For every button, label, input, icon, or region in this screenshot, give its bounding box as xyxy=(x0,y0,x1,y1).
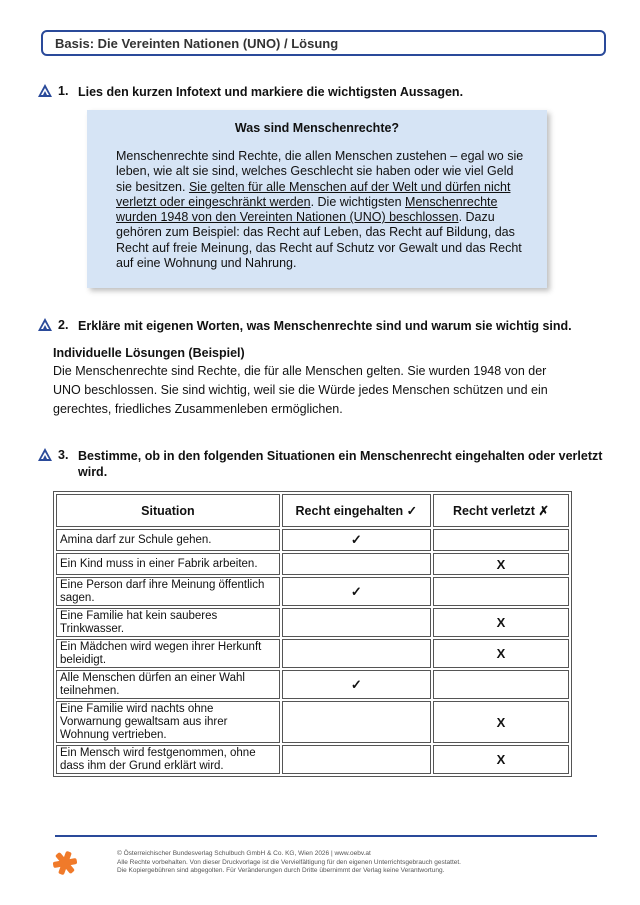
table-row xyxy=(56,639,569,668)
level-triangle-icon xyxy=(38,448,52,461)
table-row xyxy=(56,745,569,774)
info-text-part: Menschenrechte sind Rechte, die allen Menschen zustehen – egal wo sie leben, wie alt sie sind, welches Geschlecht sie haben oder wie viel Geld sie besitzen. xyxy=(116,149,524,194)
eingehalten-cell xyxy=(282,553,431,575)
verletzt-cell xyxy=(433,529,569,551)
task-number: 3. xyxy=(58,448,69,462)
info-title: Was sind Menschenrechte? xyxy=(234,121,400,135)
situation-cell: Alle Menschen dürfen an einer Wahl teilnehmen. xyxy=(56,670,280,699)
situation-cell: Amina darf zur Schule gehen. xyxy=(56,529,280,551)
level-triangle-icon xyxy=(38,318,52,331)
header-verletzt: Recht verletzt ✗ xyxy=(433,494,569,527)
task-number: 1. xyxy=(58,84,69,98)
task-text: Lies den kurzen Infotext und markiere die wichtigsten Aussagen. xyxy=(78,85,464,99)
publisher-logo-icon xyxy=(52,850,78,876)
footer-line: © Österreichischer Bundesverlag Schulbuch GmbH & Co. KG, Wien 2026 | www.oebv.at xyxy=(117,850,371,857)
info-highlight: Menschenrechte wurden 1948 von den Vereinten Nationen (UNO) beschlossen xyxy=(116,194,498,225)
situation-cell: Eine Familie hat kein sauberes Trinkwasser. xyxy=(56,608,280,637)
footer-copyright xyxy=(117,850,587,876)
level-triangle-icon xyxy=(38,84,52,97)
verletzt-cell: X xyxy=(433,639,569,668)
info-text-part: . Dazu gehören zum Beispiel: das Recht auf Leben, das Recht auf Bildung, das Recht auf freie Meinung, das Recht auf Schutz vor Gewalt und das Recht auf eine Wohnung und Nahrung. xyxy=(116,210,522,271)
eingehalten-cell xyxy=(282,608,431,637)
answer-text: Die Menschenrechte sind Rechte, die für alle Menschen gelten. Sie wurden 1948 von der UNO beschlossen. Sie sind wichtig, weil sie die Würde jedes Menschen schützen und ein gerechtes, friedliches Zusammenleben ermöglichen. xyxy=(53,364,548,416)
situation-cell: Eine Person darf ihre Meinung öffentlich sagen. xyxy=(56,577,280,606)
eingehalten-cell xyxy=(282,639,431,668)
task-text: Bestimme, ob in den folgenden Situationen ein Menschenrecht eingehalten oder verletzt wird. xyxy=(78,449,603,479)
eingehalten-cell xyxy=(282,745,431,774)
footer-divider xyxy=(55,835,597,837)
header-eingehalten: Recht eingehalten ✓ xyxy=(282,494,431,527)
task-number: 2. xyxy=(58,318,69,332)
verletzt-cell: X xyxy=(433,608,569,637)
verletzt-cell xyxy=(433,577,569,606)
eingehalten-cell: ✓ xyxy=(282,529,431,551)
header-situation: Situation xyxy=(56,494,280,527)
verletzt-cell: X xyxy=(433,745,569,774)
table-row xyxy=(56,529,569,551)
situation-cell: Eine Familie wird nachts ohne Vorwarnung gewaltsam aus ihrer Wohnung vertrieben. xyxy=(56,701,280,743)
header-box xyxy=(41,30,606,56)
table-row xyxy=(56,701,569,743)
info-highlight: Sie gelten für alle Menschen auf der Welt und dürfen nicht verletzt oder eingeschränkt werden xyxy=(116,179,511,209)
table-header-row xyxy=(56,494,569,527)
table-row xyxy=(56,577,569,606)
eingehalten-cell: ✓ xyxy=(282,670,431,699)
table-row xyxy=(56,670,569,699)
page-title: Basis: Die Vereinten Nationen (UNO) / Lösung xyxy=(55,36,339,51)
situation-cell: Ein Mädchen wird wegen ihrer Herkunft beleidigt. xyxy=(56,639,280,668)
verletzt-cell: X xyxy=(433,701,569,743)
situation-cell: Ein Mensch wird festgenommen, ohne dass ihm der Grund erklärt wird. xyxy=(56,745,280,774)
footer-line: Die Kopiergebühren sind abgegolten. Für Veränderungen durch Dritte übernimmt der Verlag keine Verantwortung. xyxy=(117,867,445,874)
footer-line: Alle Rechte vorbehalten. Von dieser Druckvorlage ist die Vervielfältigung für den eigenen Unterrichtsgebrauch gestattet. xyxy=(117,858,461,866)
answer-title: Individuelle Lösungen (Beispiel) xyxy=(53,346,245,360)
situation-cell: Ein Kind muss in einer Fabrik arbeiten. xyxy=(56,553,280,575)
info-box xyxy=(87,110,547,288)
eingehalten-cell xyxy=(282,701,431,743)
table-row xyxy=(56,608,569,637)
situation-table xyxy=(53,491,572,777)
eingehalten-cell: ✓ xyxy=(282,577,431,606)
table-row xyxy=(56,553,569,575)
verletzt-cell xyxy=(433,670,569,699)
info-text-part: . Die wichtigsten xyxy=(310,194,406,209)
verletzt-cell: X xyxy=(433,553,569,575)
info-text xyxy=(116,149,526,271)
task-text: Erkläre mit eigenen Worten, was Menschenrechte sind und warum sie wichtig sind. xyxy=(78,319,572,333)
